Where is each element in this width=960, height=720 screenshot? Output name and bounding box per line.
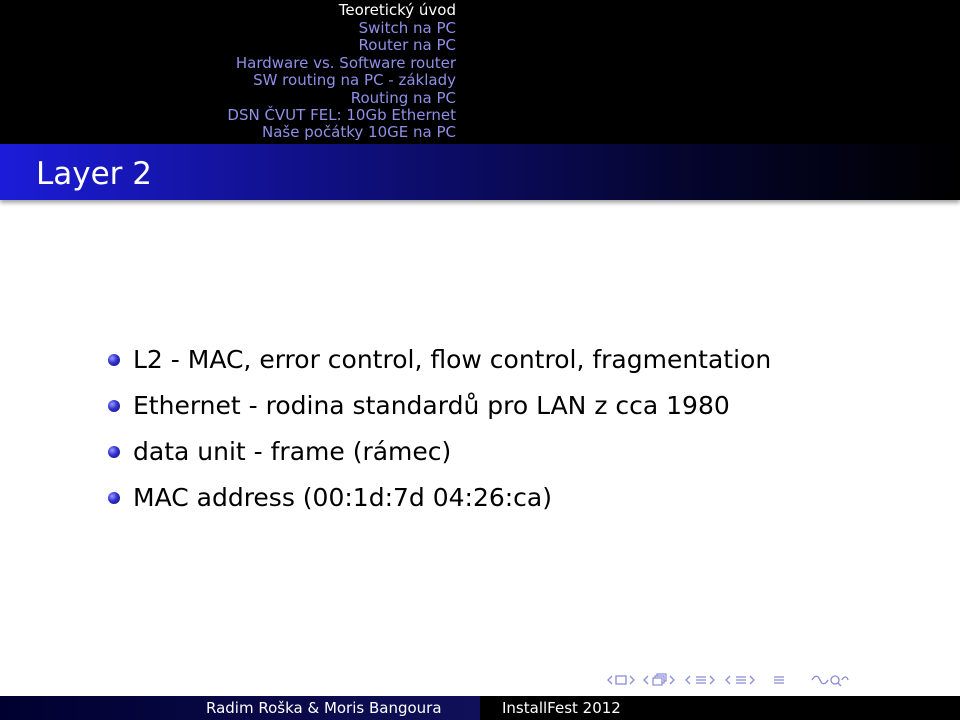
nav-section-teoreticky-uvod[interactable]: Teoretický úvod xyxy=(338,1,456,19)
next-subsection-icon[interactable] xyxy=(708,674,724,686)
footer-authors-bar xyxy=(0,696,480,720)
section-icon[interactable] xyxy=(734,674,748,686)
slide-icon[interactable] xyxy=(614,674,628,686)
bullet-ball-icon xyxy=(108,446,120,458)
prev-section-icon[interactable] xyxy=(724,674,734,686)
next-section-icon[interactable] xyxy=(748,674,772,686)
beamer-navigation-symbols xyxy=(606,668,850,692)
bullet-text: L2 - MAC, error control, flow control, fragmentation xyxy=(133,345,772,374)
bullet-ball-icon xyxy=(108,400,120,412)
bullet-text: MAC address (00:1d:7d 04:26:ca) xyxy=(133,483,552,512)
search-icon[interactable] xyxy=(810,673,850,687)
prev-frame-icon[interactable] xyxy=(642,674,652,686)
frame-icon[interactable] xyxy=(652,673,668,687)
nav-section-nase-pocatky[interactable]: Naše počátky 10GE na PC xyxy=(262,123,456,141)
align-icon[interactable] xyxy=(772,674,810,686)
nav-section-sw-routing[interactable]: SW routing na PC - základy xyxy=(253,71,456,89)
footer-event: InstallFest 2012 xyxy=(502,699,621,717)
nav-section-hardware-vs-software[interactable]: Hardware vs. Software router xyxy=(235,54,456,72)
headline-bar xyxy=(0,0,960,144)
bullet-ball-icon xyxy=(108,492,120,504)
nav-section-switch-na-pc[interactable]: Switch na PC xyxy=(358,19,456,37)
frame-title-bar xyxy=(0,144,960,200)
bullet-text: data unit - frame (rámec) xyxy=(133,437,452,466)
frame-title: Layer 2 xyxy=(36,156,153,192)
nav-section-routing-na-pc[interactable]: Routing na PC xyxy=(350,89,456,107)
subsection-icon[interactable] xyxy=(694,674,708,686)
nav-section-router-na-pc[interactable]: Router na PC xyxy=(358,36,456,54)
nav-section-dsn-cvut[interactable]: DSN ČVUT FEL: 10Gb Ethernet xyxy=(227,106,456,124)
prev-subsection-icon[interactable] xyxy=(684,674,694,686)
prev-slide-icon[interactable] xyxy=(606,674,614,686)
footer-authors: Radim Roška & Moris Bangoura xyxy=(206,699,442,717)
bullet-text: Ethernet - rodina standardů pro LAN z cca 1980 xyxy=(133,391,730,420)
next-slide-icon[interactable] xyxy=(628,674,642,686)
section-navigation xyxy=(0,0,480,144)
next-frame-icon[interactable] xyxy=(668,674,684,686)
bullet-ball-icon xyxy=(108,354,120,366)
footer-event-bar xyxy=(480,696,960,720)
